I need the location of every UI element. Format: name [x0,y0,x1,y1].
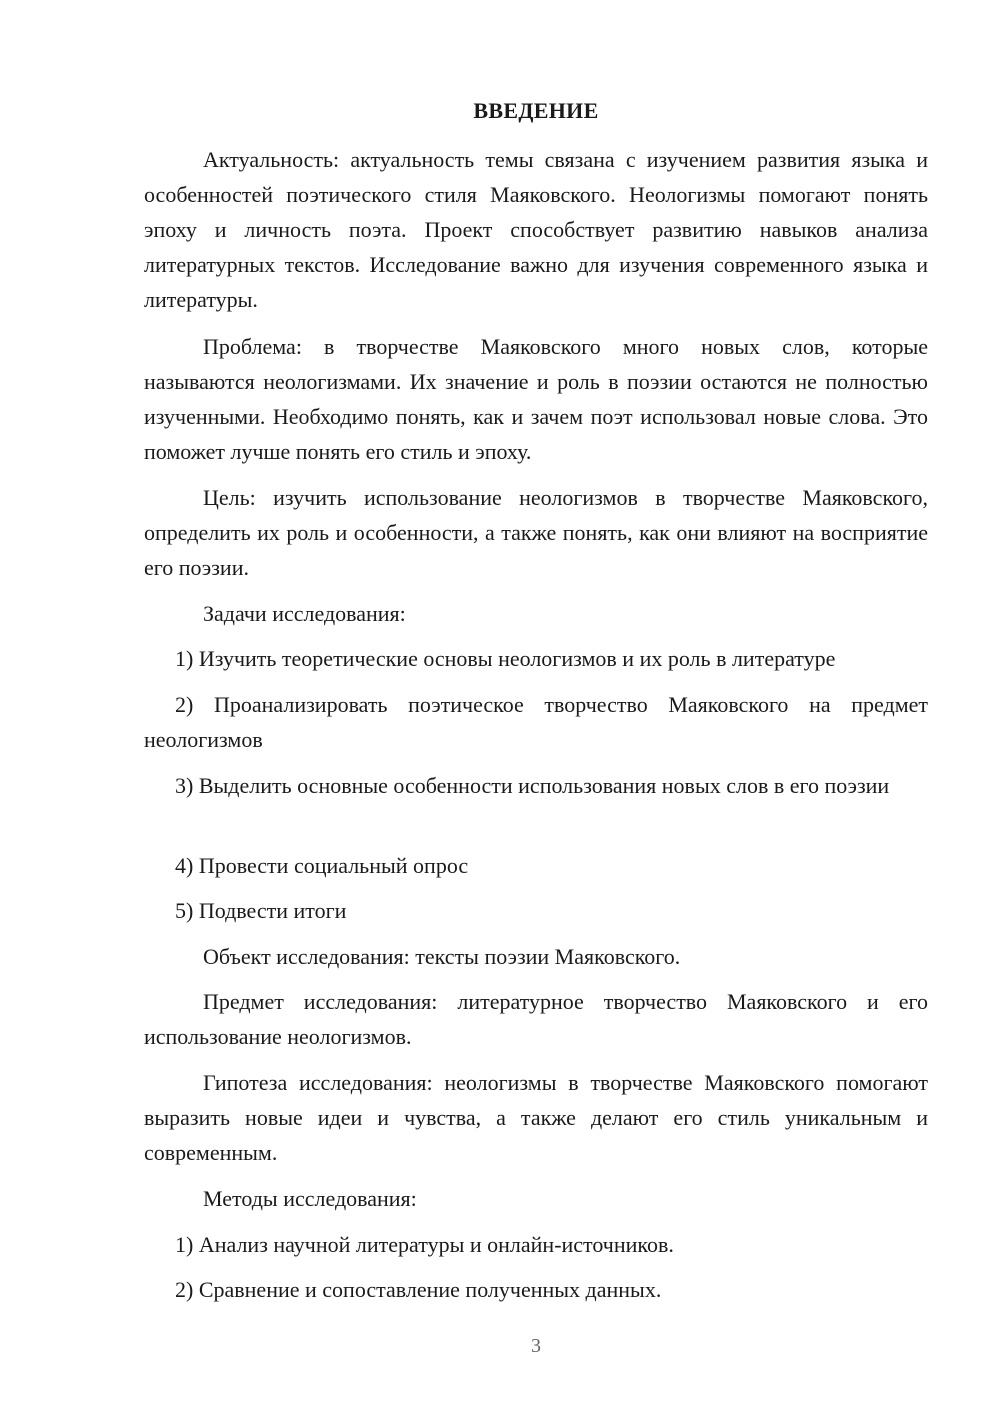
task-item-2: 2) Проанализировать поэтическое творчество Маяковского на предмет неологизмов [144,692,928,752]
paragraph-object: Объект исследования: тексты поэзии Маяковского. [203,944,681,969]
task-item-1: 1) Изучить теоретические основы неологизмов и их роль в литературе [175,646,836,671]
paragraph-goal: Цель: изучить использование неологизмов в творчестве Маяковского, определить их роль и особенности, а также понять, как они влияют на восприятие его поэзии. [144,485,928,580]
task-item-3: 3) Выделить основные особенности использования новых слов в его поэзии [175,773,890,798]
paragraph-problem: Проблема: в творчестве Маяковского много новых слов, которые называются неологизмами. Их значение и роль в поэзии остаются не полностью изученными. Необходимо понять, как и зачем поэт использовал новые слова. Это поможет лучше понять его стиль и эпоху. [144,334,928,464]
tasks-title: Задачи исследования: [203,601,406,626]
method-item-1: 1) Анализ научной литературы и онлайн-источников. [175,1232,674,1257]
section-heading: ВВЕДЕНИЕ [473,98,599,123]
paragraph-relevance: Актуальность: актуальность темы связана с изучением развития языка и особенностей поэтического стиля Маяковского. Неологизмы помогают понять эпоху и личность поэта. Проект способствует развитию навыков анализа литературных текстов. Исследование важно для изучения современного языка и литературы. [144,147,928,312]
task-item-4: 4) Провести социальный опрос [175,853,469,878]
page-number: 3 [531,1335,541,1357]
paragraph-subject: Предмет исследования: литературное творчество Маяковского и его использование неологизмов. [144,989,928,1049]
paragraph-hypothesis: Гипотеза исследования: неологизмы в творчестве Маяковского помогают выразить новые идеи и чувства, а также делают его стиль уникальным и современным. [144,1070,928,1165]
task-item-5: 5) Подвести итоги [175,898,347,923]
method-item-2: 2) Сравнение и сопоставление полученных данных. [175,1277,662,1302]
methods-title: Методы исследования: [203,1186,417,1211]
